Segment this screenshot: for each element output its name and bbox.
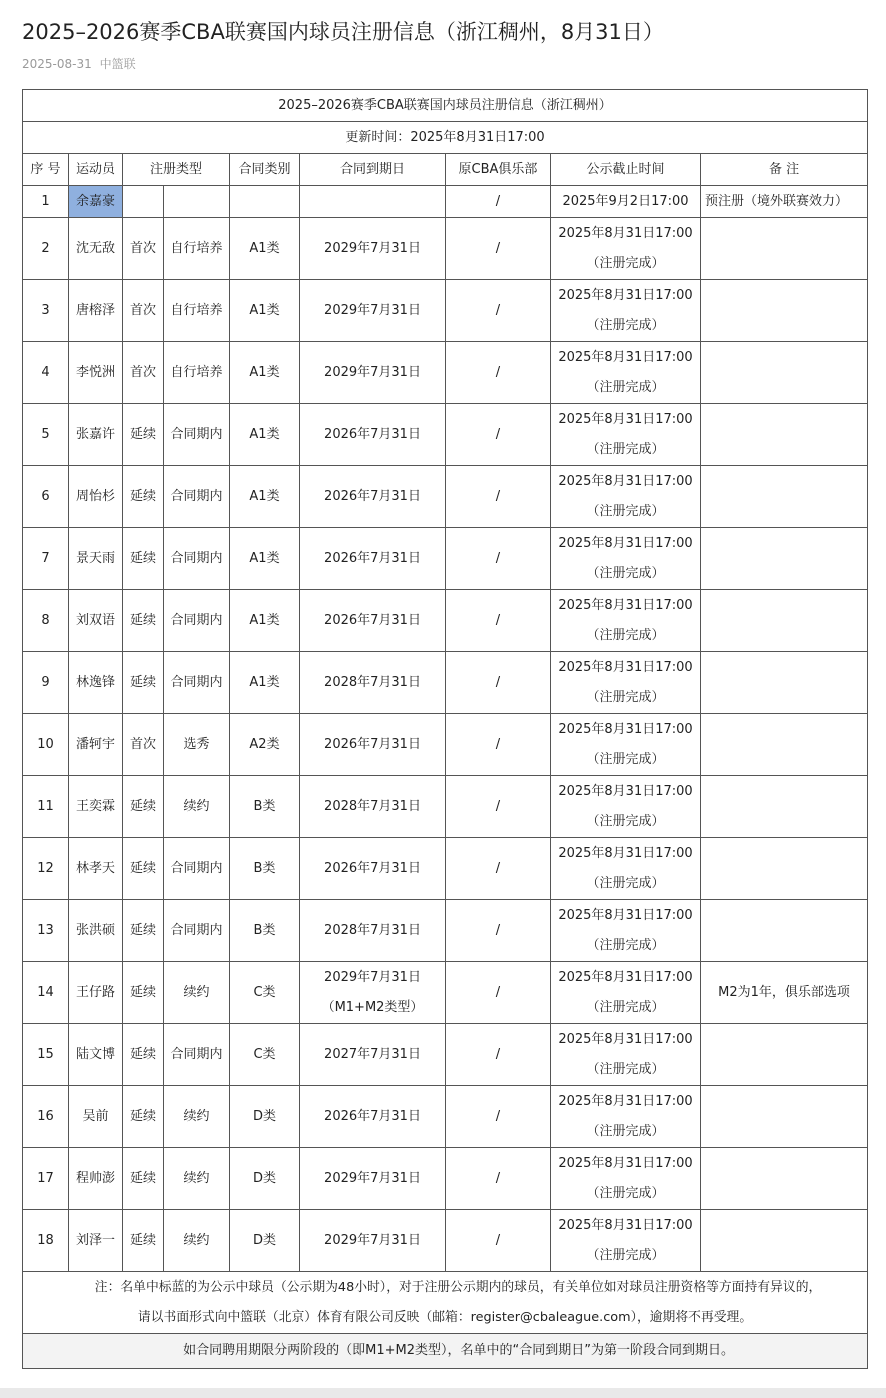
article-source[interactable]: 中篮联	[99, 57, 136, 71]
cell-contract-class: B类	[230, 776, 300, 838]
cell-contract-class: D类	[230, 1210, 300, 1272]
cell-deadline	[551, 962, 701, 1024]
table-header-row	[23, 154, 868, 186]
cell-player: 林孝天	[69, 838, 123, 900]
cell-reg-type	[123, 186, 164, 218]
cell-contract-class: A1类	[230, 280, 300, 342]
cell-remarks	[701, 342, 868, 404]
expiry-note: （M1+M2类型）	[321, 999, 424, 1015]
cell-remarks	[701, 714, 868, 776]
cell-reg-subtype: 自行培养	[164, 342, 230, 404]
cell-expiry	[300, 900, 446, 962]
deadline-status: （注册完成）	[586, 1061, 665, 1077]
cell-player: 唐榕泽	[69, 280, 123, 342]
cell-reg-subtype: 合同期内	[164, 1024, 230, 1086]
expiry-date: 2028年7月31日	[324, 798, 421, 814]
deadline-time: 2025年8月31日17:00	[558, 845, 693, 861]
cell-contract-class	[230, 186, 300, 218]
deadline-time: 2025年8月31日17:00	[558, 287, 693, 303]
cell-reg-type: 延续	[123, 652, 164, 714]
cell-former-club: /	[446, 776, 551, 838]
table-row	[23, 900, 868, 962]
deadline-time: 2025年8月31日17:00	[558, 225, 693, 241]
cell-former-club: /	[446, 1210, 551, 1272]
table-row	[23, 528, 868, 590]
cell-reg-subtype: 自行培养	[164, 218, 230, 280]
cell-no: 15	[23, 1024, 69, 1086]
cell-former-club: /	[446, 1024, 551, 1086]
cell-contract-class: D类	[230, 1086, 300, 1148]
deadline-time: 2025年8月31日17:00	[558, 1031, 693, 1047]
cell-remarks: 预注册（境外联赛效力）	[701, 186, 868, 218]
expiry-date: 2028年7月31日	[324, 922, 421, 938]
cell-expiry	[300, 590, 446, 652]
cell-reg-type: 延续	[123, 1086, 164, 1148]
deadline-status: （注册完成）	[586, 1247, 665, 1263]
cell-reg-subtype	[164, 186, 230, 218]
cell-reg-subtype: 续约	[164, 776, 230, 838]
deadline-time: 2025年8月31日17:00	[558, 411, 693, 427]
deadline-time: 2025年8月31日17:00	[558, 1093, 693, 1109]
table-row	[23, 342, 868, 404]
cell-contract-class: A1类	[230, 590, 300, 652]
cell-no: 18	[23, 1210, 69, 1272]
cell-deadline	[551, 186, 701, 218]
table-row	[23, 466, 868, 528]
cell-reg-type: 延续	[123, 1210, 164, 1272]
cell-player: 陆文博	[69, 1024, 123, 1086]
cell-reg-subtype: 续约	[164, 1148, 230, 1210]
cell-deadline	[551, 342, 701, 404]
expiry-date: 2026年7月31日	[324, 736, 421, 752]
deadline-status: （注册完成）	[586, 503, 665, 519]
footnote-line-1: 注：名单中标蓝的为公示中球员（公示期为48小时），对于注册公示期内的球员，有关单位如对球员注册资格等方面持有异议的，	[94, 1279, 822, 1295]
cell-remarks	[701, 776, 868, 838]
deadline-status: （注册完成）	[586, 1123, 665, 1139]
expiry-date: 2026年7月31日	[324, 612, 421, 628]
cell-no: 11	[23, 776, 69, 838]
cell-no: 16	[23, 1086, 69, 1148]
cell-reg-type: 首次	[123, 714, 164, 776]
cell-no: 7	[23, 528, 69, 590]
cell-reg-subtype: 合同期内	[164, 590, 230, 652]
cell-remarks	[701, 218, 868, 280]
cell-remarks	[701, 404, 868, 466]
cell-player: 刘双语	[69, 590, 123, 652]
table-row	[23, 652, 868, 714]
header-deadline: 公示截止时间	[551, 154, 701, 186]
cell-deadline	[551, 776, 701, 838]
cell-no: 9	[23, 652, 69, 714]
cell-contract-class: A1类	[230, 528, 300, 590]
cell-contract-class: A2类	[230, 714, 300, 776]
deadline-status: （注册完成）	[586, 441, 665, 457]
deadline-status: （注册完成）	[586, 751, 665, 767]
cell-reg-subtype: 自行培养	[164, 280, 230, 342]
cell-former-club: /	[446, 218, 551, 280]
cell-reg-type: 延续	[123, 528, 164, 590]
cell-remarks	[701, 280, 868, 342]
cell-reg-type: 延续	[123, 466, 164, 528]
cell-no: 4	[23, 342, 69, 404]
cell-contract-class: A1类	[230, 652, 300, 714]
table-row	[23, 714, 868, 776]
cell-deadline	[551, 1024, 701, 1086]
expiry-date: 2029年7月31日	[324, 240, 421, 256]
cell-former-club: /	[446, 466, 551, 528]
cell-contract-class: A1类	[230, 342, 300, 404]
deadline-status: （注册完成）	[586, 379, 665, 395]
expiry-date: 2029年7月31日	[324, 1232, 421, 1248]
cell-expiry	[300, 1086, 446, 1148]
cell-deadline	[551, 1210, 701, 1272]
article-title: 2025–2026赛季CBA联赛国内球员注册信息（浙江稠州，8月31日）	[22, 20, 664, 44]
cell-player: 景天雨	[69, 528, 123, 590]
cell-former-club: /	[446, 838, 551, 900]
cell-deadline	[551, 466, 701, 528]
cell-remarks	[701, 466, 868, 528]
table-caption-row	[23, 90, 868, 122]
deadline-status: （注册完成）	[586, 937, 665, 953]
cell-remarks	[701, 590, 868, 652]
cell-former-club: /	[446, 186, 551, 218]
cell-player: 程帅澎	[69, 1148, 123, 1210]
expiry-date: 2029年7月31日	[324, 969, 421, 985]
deadline-time: 2025年8月31日17:00	[558, 969, 693, 985]
deadline-time: 2025年8月31日17:00	[558, 783, 693, 799]
cell-deadline	[551, 714, 701, 776]
expiry-date: 2026年7月31日	[324, 860, 421, 876]
header-no: 序 号	[23, 154, 69, 186]
table-row	[23, 218, 868, 280]
deadline-status: （注册完成）	[586, 875, 665, 891]
update-time: 更新时间：2025年8月31日17:00	[23, 122, 868, 154]
contract-note: 如合同聘用期限分两阶段的（即M1+M2类型），名单中的“合同到期日”为第一阶段合同到期日。	[23, 1334, 868, 1369]
cell-player: 余嘉豪	[69, 186, 123, 218]
cell-reg-type: 延续	[123, 1148, 164, 1210]
cell-reg-subtype: 合同期内	[164, 466, 230, 528]
expiry-date: 2028年7月31日	[324, 674, 421, 690]
footnote-line-2: 请以书面形式向中篮联（北京）体育有限公司反映（邮箱：register@cbaleague.com），逾期将不再受理。	[137, 1309, 753, 1325]
cell-former-club: /	[446, 404, 551, 466]
header-expiry: 合同到期日	[300, 154, 446, 186]
cell-reg-type: 延续	[123, 900, 164, 962]
cell-expiry	[300, 186, 446, 218]
deadline-time: 2025年8月31日17:00	[558, 907, 693, 923]
cell-remarks	[701, 528, 868, 590]
cell-no: 1	[23, 186, 69, 218]
cell-expiry	[300, 652, 446, 714]
header-contract-class: 合同类别	[230, 154, 300, 186]
cell-reg-type: 延续	[123, 1024, 164, 1086]
footnote-row	[23, 1272, 868, 1334]
table-row	[23, 962, 868, 1024]
expiry-date: 2026年7月31日	[324, 426, 421, 442]
deadline-time: 2025年8月31日17:00	[558, 1217, 693, 1233]
table-row	[23, 838, 868, 900]
cell-deadline	[551, 1086, 701, 1148]
cell-player: 周怡杉	[69, 466, 123, 528]
deadline-status: （注册完成）	[586, 1185, 665, 1201]
table-row	[23, 186, 868, 218]
deadline-status: （注册完成）	[586, 813, 665, 829]
cell-reg-type: 首次	[123, 342, 164, 404]
expiry-date: 2029年7月31日	[324, 302, 421, 318]
expiry-date: 2026年7月31日	[324, 1108, 421, 1124]
cell-deadline	[551, 218, 701, 280]
cell-expiry	[300, 1024, 446, 1086]
cell-expiry	[300, 1210, 446, 1272]
cell-expiry	[300, 466, 446, 528]
bottom-fade	[0, 1388, 886, 1398]
cell-reg-subtype: 合同期内	[164, 838, 230, 900]
header-remarks: 备 注	[701, 154, 868, 186]
cell-contract-class: A1类	[230, 466, 300, 528]
cell-contract-class: C类	[230, 962, 300, 1024]
expiry-date: 2029年7月31日	[324, 1170, 421, 1186]
cell-deadline	[551, 652, 701, 714]
cell-remarks	[701, 1210, 868, 1272]
cell-no: 6	[23, 466, 69, 528]
cell-remarks	[701, 900, 868, 962]
cell-reg-type: 延续	[123, 590, 164, 652]
cell-player: 潘轲宇	[69, 714, 123, 776]
cell-former-club: /	[446, 1086, 551, 1148]
cell-expiry	[300, 404, 446, 466]
deadline-status: （注册完成）	[586, 565, 665, 581]
cell-reg-subtype: 合同期内	[164, 900, 230, 962]
cell-deadline	[551, 590, 701, 652]
cell-expiry	[300, 342, 446, 404]
cell-reg-type: 延续	[123, 404, 164, 466]
table-row	[23, 404, 868, 466]
cell-reg-type: 首次	[123, 280, 164, 342]
article-date: 2025-08-31	[22, 57, 92, 71]
cell-player: 刘泽一	[69, 1210, 123, 1272]
article-meta	[22, 55, 136, 73]
cell-remarks	[701, 1148, 868, 1210]
cell-remarks	[701, 1086, 868, 1148]
cell-reg-type: 延续	[123, 776, 164, 838]
cell-former-club: /	[446, 652, 551, 714]
cell-remarks	[701, 652, 868, 714]
cell-former-club: /	[446, 590, 551, 652]
cell-contract-class: D类	[230, 1148, 300, 1210]
cell-deadline	[551, 900, 701, 962]
cell-expiry	[300, 838, 446, 900]
deadline-time: 2025年9月2日17:00	[562, 193, 689, 209]
cell-contract-class: C类	[230, 1024, 300, 1086]
cell-player: 张嘉许	[69, 404, 123, 466]
cell-no: 14	[23, 962, 69, 1024]
expiry-date: 2027年7月31日	[324, 1046, 421, 1062]
cell-player: 王仔路	[69, 962, 123, 1024]
cell-former-club: /	[446, 962, 551, 1024]
cell-no: 8	[23, 590, 69, 652]
cell-remarks: M2为1年，俱乐部选项	[701, 962, 868, 1024]
cell-no: 5	[23, 404, 69, 466]
cell-reg-subtype: 合同期内	[164, 652, 230, 714]
cell-deadline	[551, 528, 701, 590]
cell-reg-subtype: 合同期内	[164, 404, 230, 466]
cell-former-club: /	[446, 900, 551, 962]
deadline-status: （注册完成）	[586, 627, 665, 643]
cell-no: 3	[23, 280, 69, 342]
table-row	[23, 776, 868, 838]
cell-expiry	[300, 280, 446, 342]
cell-contract-class: B类	[230, 838, 300, 900]
cell-remarks	[701, 1024, 868, 1086]
deadline-time: 2025年8月31日17:00	[558, 349, 693, 365]
expiry-date: 2029年7月31日	[324, 364, 421, 380]
table-row	[23, 1086, 868, 1148]
cell-deadline	[551, 1148, 701, 1210]
update-time-row	[23, 122, 868, 154]
cell-player: 沈无敌	[69, 218, 123, 280]
cell-expiry	[300, 528, 446, 590]
deadline-status: （注册完成）	[586, 317, 665, 333]
deadline-time: 2025年8月31日17:00	[558, 535, 693, 551]
cell-no: 12	[23, 838, 69, 900]
cell-reg-subtype: 合同期内	[164, 528, 230, 590]
contract-note-row	[23, 1334, 868, 1369]
cell-reg-subtype: 续约	[164, 1086, 230, 1148]
cell-player: 吴前	[69, 1086, 123, 1148]
cell-deadline	[551, 838, 701, 900]
table-row	[23, 1148, 868, 1210]
table-row	[23, 590, 868, 652]
cell-player: 张洪硕	[69, 900, 123, 962]
deadline-status: （注册完成）	[586, 255, 665, 271]
registration-table	[22, 89, 868, 1369]
cell-player: 林逸锋	[69, 652, 123, 714]
cell-reg-type: 延续	[123, 962, 164, 1024]
cell-former-club: /	[446, 528, 551, 590]
header-former-club: 原CBA俱乐部	[446, 154, 551, 186]
cell-reg-subtype: 续约	[164, 1210, 230, 1272]
cell-no: 2	[23, 218, 69, 280]
cell-player: 王奕霖	[69, 776, 123, 838]
cell-expiry	[300, 218, 446, 280]
cell-former-club: /	[446, 280, 551, 342]
expiry-date: 2026年7月31日	[324, 488, 421, 504]
expiry-date: 2026年7月31日	[324, 550, 421, 566]
cell-player: 李悦洲	[69, 342, 123, 404]
header-player: 运动员	[69, 154, 123, 186]
header-reg-type: 注册类型	[123, 154, 230, 186]
cell-reg-type: 首次	[123, 218, 164, 280]
table-row	[23, 280, 868, 342]
cell-expiry	[300, 776, 446, 838]
cell-reg-subtype: 续约	[164, 962, 230, 1024]
cell-no: 10	[23, 714, 69, 776]
deadline-status: （注册完成）	[586, 999, 665, 1015]
cell-former-club: /	[446, 342, 551, 404]
cell-former-club: /	[446, 714, 551, 776]
cell-former-club: /	[446, 1148, 551, 1210]
deadline-time: 2025年8月31日17:00	[558, 659, 693, 675]
deadline-time: 2025年8月31日17:00	[558, 597, 693, 613]
cell-expiry	[300, 962, 446, 1024]
table-caption: 2025–2026赛季CBA联赛国内球员注册信息（浙江稠州）	[23, 90, 868, 122]
cell-reg-subtype: 选秀	[164, 714, 230, 776]
cell-expiry	[300, 714, 446, 776]
cell-contract-class: A1类	[230, 404, 300, 466]
cell-contract-class: A1类	[230, 218, 300, 280]
cell-remarks	[701, 838, 868, 900]
deadline-time: 2025年8月31日17:00	[558, 721, 693, 737]
cell-deadline	[551, 404, 701, 466]
deadline-status: （注册完成）	[586, 689, 665, 705]
cell-no: 17	[23, 1148, 69, 1210]
cell-reg-type: 延续	[123, 838, 164, 900]
deadline-time: 2025年8月31日17:00	[558, 1155, 693, 1171]
cell-contract-class: B类	[230, 900, 300, 962]
footnote	[23, 1272, 868, 1334]
cell-deadline	[551, 280, 701, 342]
table-row	[23, 1210, 868, 1272]
cell-no: 13	[23, 900, 69, 962]
table-row	[23, 1024, 868, 1086]
cell-expiry	[300, 1148, 446, 1210]
deadline-time: 2025年8月31日17:00	[558, 473, 693, 489]
